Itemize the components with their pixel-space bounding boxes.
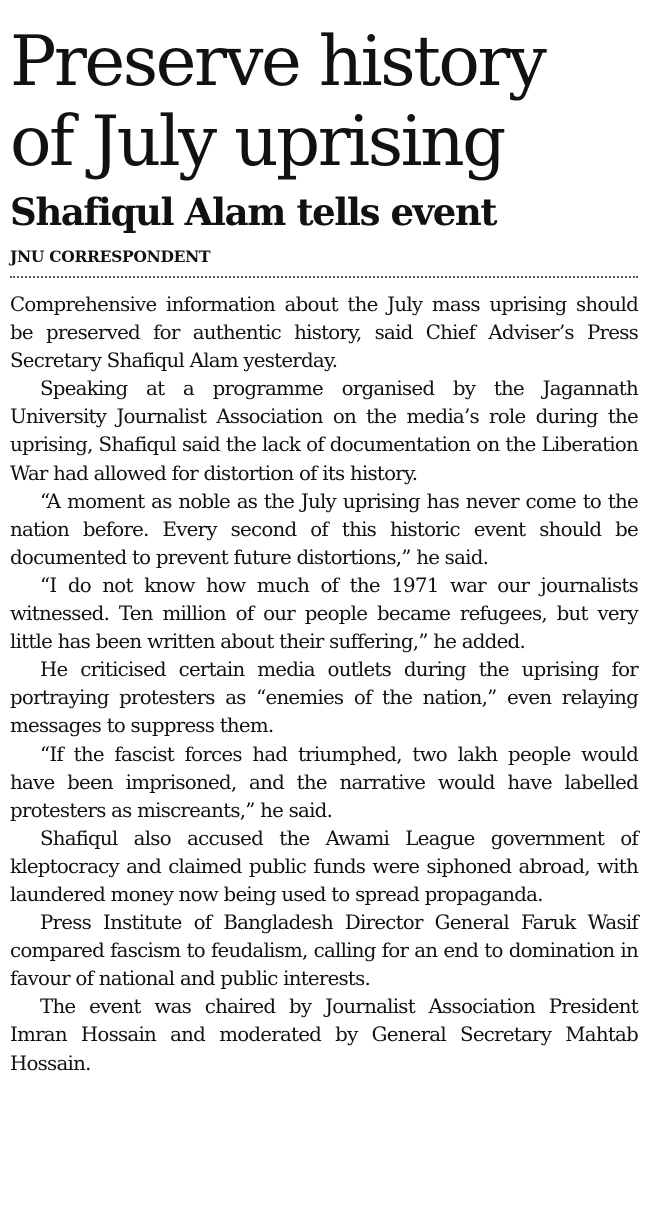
paragraph-2: Speaking at a programme organised by the Jagannath University Journalist Association on the media’s role during the uprising, Shafiqul said the lack of documentation on the Liberation War had allowed for distortion of its history. bbox=[10, 377, 638, 485]
paragraph-4: “I do not know how much of the 1971 war our journalists witnessed. Ten million of our people became refugees, but very little has been written about their suffering,” he added. bbox=[10, 573, 638, 654]
paragraph-1: Comprehensive information about the July mass uprising should be preserved for authentic history, said Chief Adviser’s Press Secretary Shafiqul Alam yesterday. bbox=[10, 293, 638, 373]
article-body bbox=[10, 291, 638, 1078]
news-article bbox=[10, 0, 638, 1078]
paragraph-6: “If the fascist forces had triumphed, two lakh people would have been imprisoned, and the narrative would have labelled protesters as miscreants,” he said. bbox=[10, 742, 638, 822]
paragraph-9: The event was chaired by Journalist Association President Imran Hossain and moderated by General Secretary Mahtab Hossain. bbox=[10, 995, 638, 1075]
dotted-divider bbox=[10, 276, 638, 278]
paragraph-7: Shafiqul also accused the Awami League government of kleptocracy and claimed public funds were siphoned abroad, with laundered money now being used to spread propaganda. bbox=[10, 826, 638, 906]
headline bbox=[10, 0, 638, 182]
headline-line-2: of July uprising bbox=[10, 102, 504, 182]
byline: JNU CORRESPONDENT bbox=[10, 247, 211, 266]
headline-line-1: Preserve history bbox=[10, 22, 545, 102]
paragraph-3: “A moment as noble as the July uprising has never come to the nation before. Every second of this historic event should be documented to prevent future distortions,” he said. bbox=[10, 489, 638, 569]
paragraph-5: He criticised certain media outlets during the uprising for portraying protesters as “enemies of the nation,” even relaying messages to suppress them. bbox=[10, 658, 638, 738]
paragraph-8: Press Institute of Bangladesh Director General Faruk Wasif compared fascism to feudalism, calling for an end to domination in favour of national and public interests. bbox=[10, 911, 638, 991]
subheadline: Shafiqul Alam tells event bbox=[10, 190, 497, 234]
